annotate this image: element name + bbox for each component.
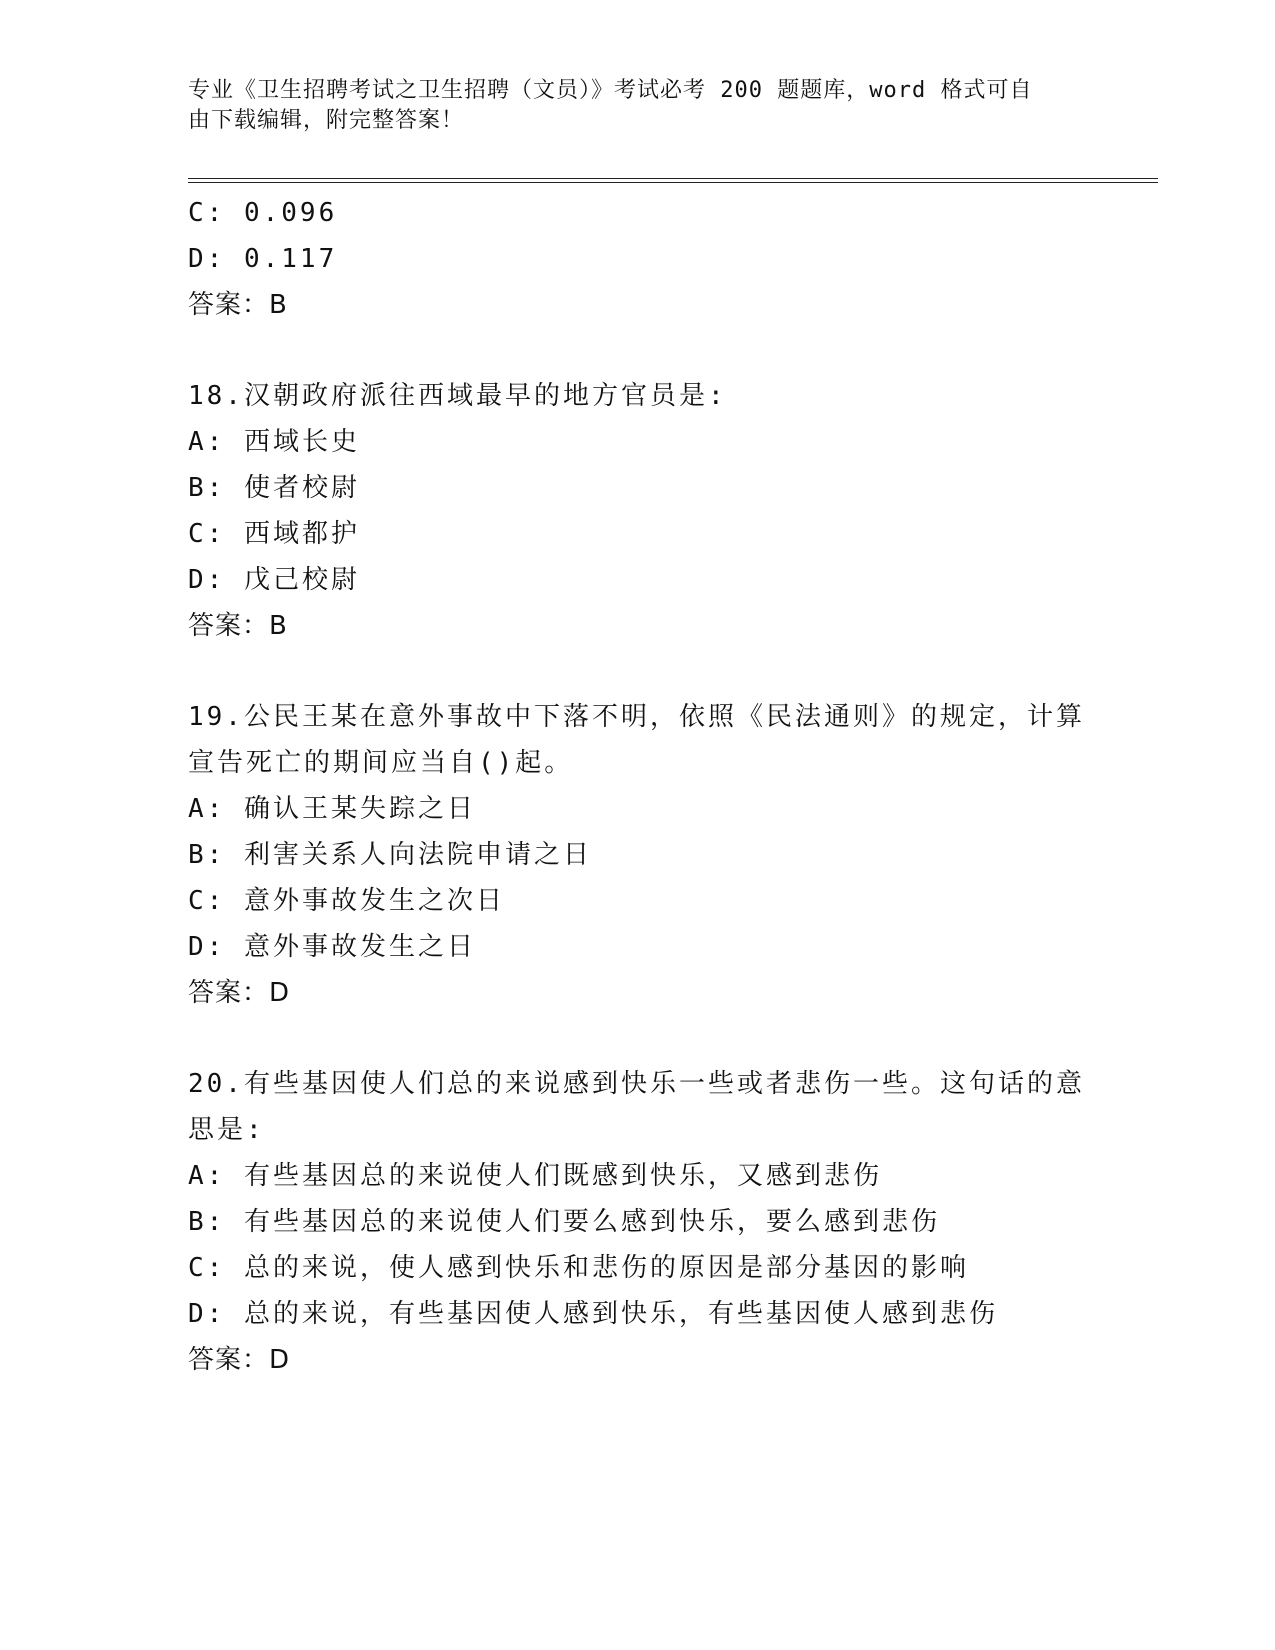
question-text-line-2: 思是:	[188, 1115, 265, 1145]
option-a: A: 确认王某失踪之日	[188, 794, 476, 824]
option-a: A: 有些基因总的来说使人们既感到快乐，又感到悲伤	[188, 1161, 882, 1191]
option-b: B: 有些基因总的来说使人们要么感到快乐，要么感到悲伤	[188, 1207, 940, 1237]
header-divider	[188, 178, 1158, 183]
question-content	[188, 190, 1088, 1383]
option-d: D: 意外事故发生之日	[188, 932, 476, 962]
question-text-line-1: 20.有些基因使人们总的来说感到快乐一些或者悲伤一些。这句话的意	[188, 1069, 1085, 1099]
question-text-line-1: 19.公民王某在意外事故中下落不明，依照《民法通则》的规定，计算	[188, 702, 1085, 732]
answer-label: 答案：B	[188, 611, 288, 641]
document-header	[188, 76, 1068, 136]
header-line-1: 专业《卫生招聘考试之卫生招聘（文员）》考试必考 200 题题库，word 格式可自	[188, 78, 1033, 103]
header-line-2: 由下载编辑，附完整答案！	[188, 108, 465, 133]
option-c: C: 西域都护	[188, 519, 360, 549]
option-d: D: 戊己校尉	[188, 565, 360, 595]
question-text-line-2: 宣告死亡的期间应当自()起。	[188, 748, 574, 778]
option-a: A: 西域长史	[188, 427, 360, 457]
question-17-tail	[188, 190, 1088, 328]
question-18	[188, 373, 1088, 649]
answer-label: 答案：B	[188, 290, 288, 320]
question-text: 18.汉朝政府派往西域最早的地方官员是:	[188, 381, 727, 411]
question-20	[188, 1061, 1088, 1383]
option-c: C: 总的来说，使人感到快乐和悲伤的原因是部分基因的影响	[188, 1253, 969, 1283]
option-d: D: 0.117	[188, 244, 338, 274]
answer-label: 答案：D	[188, 1345, 291, 1375]
option-c: C: 意外事故发生之次日	[188, 886, 505, 916]
option-b: B: 利害关系人向法院申请之日	[188, 840, 592, 870]
option-c: C: 0.096	[188, 198, 338, 228]
option-d: D: 总的来说，有些基因使人感到快乐，有些基因使人感到悲伤	[188, 1299, 998, 1329]
option-b: B: 使者校尉	[188, 473, 360, 503]
answer-label: 答案：D	[188, 978, 291, 1008]
question-19	[188, 694, 1088, 1016]
